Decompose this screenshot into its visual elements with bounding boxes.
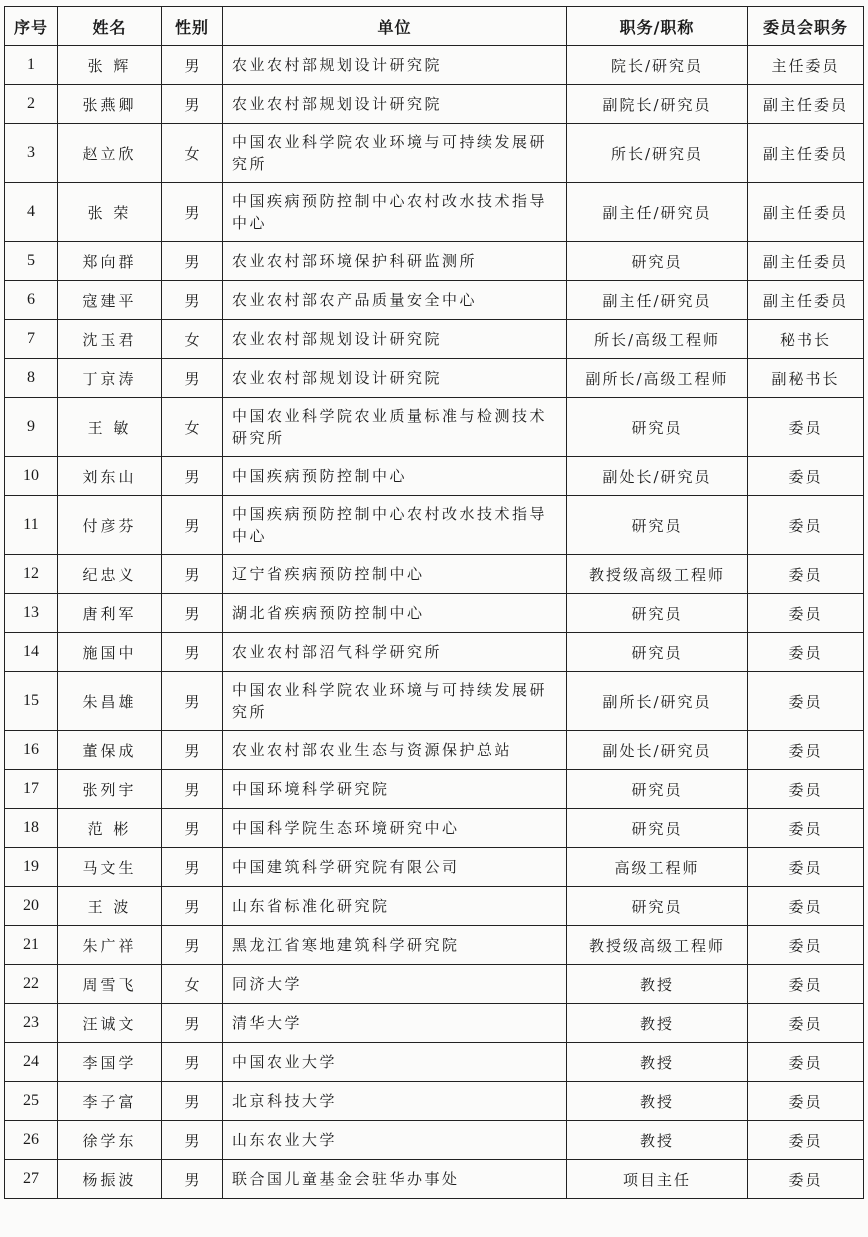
member-name: 张燕卿 bbox=[58, 85, 162, 124]
member-name: 张 荣 bbox=[58, 183, 162, 242]
row-number: 21 bbox=[5, 926, 58, 965]
member-gender: 男 bbox=[162, 633, 223, 672]
member-position: 教授 bbox=[567, 965, 748, 1004]
member-name: 周雪飞 bbox=[58, 965, 162, 1004]
member-organization: 中国科学院生态环境研究中心 bbox=[223, 809, 567, 848]
member-committee-role: 委员 bbox=[748, 1121, 864, 1160]
member-position: 院长/研究员 bbox=[567, 46, 748, 85]
member-position: 教授 bbox=[567, 1043, 748, 1082]
member-position: 教授 bbox=[567, 1121, 748, 1160]
row-number: 22 bbox=[5, 965, 58, 1004]
member-gender: 男 bbox=[162, 46, 223, 85]
table-row bbox=[5, 965, 864, 1004]
member-name: 李子富 bbox=[58, 1082, 162, 1121]
member-committee-role: 秘书长 bbox=[748, 320, 864, 359]
member-gender: 男 bbox=[162, 242, 223, 281]
committee-members-table bbox=[4, 6, 864, 1199]
table-header-row bbox=[5, 7, 864, 46]
member-gender: 男 bbox=[162, 1004, 223, 1043]
member-name: 唐利军 bbox=[58, 594, 162, 633]
member-name: 朱昌雄 bbox=[58, 672, 162, 731]
member-position: 研究员 bbox=[567, 809, 748, 848]
header-gender: 性别 bbox=[162, 7, 223, 46]
member-name: 纪忠义 bbox=[58, 555, 162, 594]
header-number: 序号 bbox=[5, 7, 58, 46]
member-committee-role: 委员 bbox=[748, 887, 864, 926]
table-row bbox=[5, 320, 864, 359]
table-row bbox=[5, 359, 864, 398]
member-name: 赵立欣 bbox=[58, 124, 162, 183]
member-name: 汪诚文 bbox=[58, 1004, 162, 1043]
member-name: 朱广祥 bbox=[58, 926, 162, 965]
member-name: 刘东山 bbox=[58, 457, 162, 496]
row-number: 27 bbox=[5, 1160, 58, 1199]
member-position: 高级工程师 bbox=[567, 848, 748, 887]
member-name: 李国学 bbox=[58, 1043, 162, 1082]
member-organization: 北京科技大学 bbox=[223, 1082, 567, 1121]
member-committee-role: 委员 bbox=[748, 731, 864, 770]
member-name: 郑向群 bbox=[58, 242, 162, 281]
member-name: 沈玉君 bbox=[58, 320, 162, 359]
member-organization: 农业农村部规划设计研究院 bbox=[223, 85, 567, 124]
table-row bbox=[5, 1043, 864, 1082]
member-committee-role: 委员 bbox=[748, 1082, 864, 1121]
member-organization: 农业农村部沼气科学研究所 bbox=[223, 633, 567, 672]
member-gender: 男 bbox=[162, 183, 223, 242]
member-organization: 清华大学 bbox=[223, 1004, 567, 1043]
member-name: 王 波 bbox=[58, 887, 162, 926]
member-position: 教授 bbox=[567, 1004, 748, 1043]
row-number: 25 bbox=[5, 1082, 58, 1121]
row-number: 3 bbox=[5, 124, 58, 183]
member-organization: 中国疾病预防控制中心农村改水技术指导中心 bbox=[223, 183, 567, 242]
table-row bbox=[5, 242, 864, 281]
member-committee-role: 委员 bbox=[748, 770, 864, 809]
member-organization: 辽宁省疾病预防控制中心 bbox=[223, 555, 567, 594]
row-number: 19 bbox=[5, 848, 58, 887]
member-gender: 男 bbox=[162, 770, 223, 809]
member-name: 徐学东 bbox=[58, 1121, 162, 1160]
member-name: 张列宇 bbox=[58, 770, 162, 809]
member-gender: 男 bbox=[162, 1043, 223, 1082]
header-position-title: 职务/职称 bbox=[567, 7, 748, 46]
member-gender: 男 bbox=[162, 496, 223, 555]
table-row bbox=[5, 183, 864, 242]
table-row bbox=[5, 848, 864, 887]
member-gender: 男 bbox=[162, 672, 223, 731]
table-row bbox=[5, 731, 864, 770]
member-gender: 女 bbox=[162, 124, 223, 183]
table-row bbox=[5, 124, 864, 183]
member-organization: 中国农业科学院农业环境与可持续发展研究所 bbox=[223, 124, 567, 183]
member-gender: 男 bbox=[162, 848, 223, 887]
row-number: 8 bbox=[5, 359, 58, 398]
member-name: 丁京涛 bbox=[58, 359, 162, 398]
member-name: 施国中 bbox=[58, 633, 162, 672]
member-gender: 男 bbox=[162, 594, 223, 633]
member-committee-role: 委员 bbox=[748, 1043, 864, 1082]
member-position: 副主任/研究员 bbox=[567, 183, 748, 242]
row-number: 2 bbox=[5, 85, 58, 124]
table-row bbox=[5, 633, 864, 672]
row-number: 1 bbox=[5, 46, 58, 85]
member-committee-role: 委员 bbox=[748, 496, 864, 555]
member-position: 研究员 bbox=[567, 496, 748, 555]
row-number: 10 bbox=[5, 457, 58, 496]
member-name: 马文生 bbox=[58, 848, 162, 887]
member-position: 副所长/高级工程师 bbox=[567, 359, 748, 398]
member-organization: 中国农业科学院农业环境与可持续发展研究所 bbox=[223, 672, 567, 731]
member-committee-role: 委员 bbox=[748, 809, 864, 848]
table-row bbox=[5, 672, 864, 731]
table-row bbox=[5, 809, 864, 848]
table-row bbox=[5, 1121, 864, 1160]
table-row bbox=[5, 281, 864, 320]
member-committee-role: 委员 bbox=[748, 848, 864, 887]
table-row bbox=[5, 46, 864, 85]
row-number: 5 bbox=[5, 242, 58, 281]
member-organization: 农业农村部农产品质量安全中心 bbox=[223, 281, 567, 320]
member-name: 杨振波 bbox=[58, 1160, 162, 1199]
member-committee-role: 主任委员 bbox=[748, 46, 864, 85]
member-name: 董保成 bbox=[58, 731, 162, 770]
member-gender: 男 bbox=[162, 731, 223, 770]
member-position: 研究员 bbox=[567, 242, 748, 281]
member-position: 研究员 bbox=[567, 887, 748, 926]
member-organization: 中国疾病预防控制中心 bbox=[223, 457, 567, 496]
member-organization: 中国疾病预防控制中心农村改水技术指导中心 bbox=[223, 496, 567, 555]
table-row bbox=[5, 887, 864, 926]
member-gender: 男 bbox=[162, 1121, 223, 1160]
member-gender: 男 bbox=[162, 555, 223, 594]
row-number: 9 bbox=[5, 398, 58, 457]
member-committee-role: 委员 bbox=[748, 965, 864, 1004]
member-name: 寇建平 bbox=[58, 281, 162, 320]
member-committee-role: 委员 bbox=[748, 555, 864, 594]
table-row bbox=[5, 770, 864, 809]
table-row bbox=[5, 85, 864, 124]
member-organization: 中国环境科学研究院 bbox=[223, 770, 567, 809]
member-position: 副院长/研究员 bbox=[567, 85, 748, 124]
member-position: 副处长/研究员 bbox=[567, 457, 748, 496]
member-committee-role: 副秘书长 bbox=[748, 359, 864, 398]
row-number: 20 bbox=[5, 887, 58, 926]
member-organization: 湖北省疾病预防控制中心 bbox=[223, 594, 567, 633]
row-number: 16 bbox=[5, 731, 58, 770]
member-position: 研究员 bbox=[567, 633, 748, 672]
member-name: 范 彬 bbox=[58, 809, 162, 848]
member-committee-role: 委员 bbox=[748, 594, 864, 633]
table-row bbox=[5, 555, 864, 594]
row-number: 17 bbox=[5, 770, 58, 809]
member-organization: 农业农村部规划设计研究院 bbox=[223, 46, 567, 85]
member-organization: 中国农业科学院农业质量标准与检测技术研究所 bbox=[223, 398, 567, 457]
member-gender: 男 bbox=[162, 1160, 223, 1199]
member-position: 研究员 bbox=[567, 594, 748, 633]
row-number: 14 bbox=[5, 633, 58, 672]
member-committee-role: 副主任委员 bbox=[748, 242, 864, 281]
member-committee-role: 委员 bbox=[748, 457, 864, 496]
table-row bbox=[5, 926, 864, 965]
member-committee-role: 委员 bbox=[748, 633, 864, 672]
row-number: 18 bbox=[5, 809, 58, 848]
member-position: 所长/研究员 bbox=[567, 124, 748, 183]
row-number: 7 bbox=[5, 320, 58, 359]
member-gender: 女 bbox=[162, 320, 223, 359]
member-gender: 男 bbox=[162, 359, 223, 398]
member-gender: 男 bbox=[162, 887, 223, 926]
header-organization: 单位 bbox=[223, 7, 567, 46]
table-body bbox=[5, 46, 864, 1199]
member-committee-role: 委员 bbox=[748, 926, 864, 965]
member-name: 付彦芬 bbox=[58, 496, 162, 555]
member-gender: 男 bbox=[162, 926, 223, 965]
member-gender: 男 bbox=[162, 281, 223, 320]
table-row bbox=[5, 398, 864, 457]
member-organization: 农业农村部环境保护科研监测所 bbox=[223, 242, 567, 281]
member-organization: 农业农村部规划设计研究院 bbox=[223, 359, 567, 398]
table-row bbox=[5, 1160, 864, 1199]
member-gender: 男 bbox=[162, 85, 223, 124]
member-gender: 女 bbox=[162, 965, 223, 1004]
member-organization: 农业农村部规划设计研究院 bbox=[223, 320, 567, 359]
member-name: 王 敏 bbox=[58, 398, 162, 457]
member-committee-role: 委员 bbox=[748, 1160, 864, 1199]
member-committee-role: 委员 bbox=[748, 1004, 864, 1043]
table-row bbox=[5, 496, 864, 555]
member-position: 教授级高级工程师 bbox=[567, 555, 748, 594]
header-name: 姓名 bbox=[58, 7, 162, 46]
member-committee-role: 副主任委员 bbox=[748, 85, 864, 124]
member-organization: 同济大学 bbox=[223, 965, 567, 1004]
row-number: 24 bbox=[5, 1043, 58, 1082]
row-number: 15 bbox=[5, 672, 58, 731]
member-organization: 山东省标准化研究院 bbox=[223, 887, 567, 926]
row-number: 23 bbox=[5, 1004, 58, 1043]
member-position: 项目主任 bbox=[567, 1160, 748, 1199]
table-row bbox=[5, 1004, 864, 1043]
row-number: 12 bbox=[5, 555, 58, 594]
member-position: 研究员 bbox=[567, 398, 748, 457]
row-number: 6 bbox=[5, 281, 58, 320]
member-position: 研究员 bbox=[567, 770, 748, 809]
member-position: 教授级高级工程师 bbox=[567, 926, 748, 965]
member-committee-role: 副主任委员 bbox=[748, 183, 864, 242]
member-position: 副所长/研究员 bbox=[567, 672, 748, 731]
member-position: 副主任/研究员 bbox=[567, 281, 748, 320]
member-committee-role: 副主任委员 bbox=[748, 124, 864, 183]
member-organization: 山东农业大学 bbox=[223, 1121, 567, 1160]
member-position: 教授 bbox=[567, 1082, 748, 1121]
row-number: 11 bbox=[5, 496, 58, 555]
member-gender: 男 bbox=[162, 809, 223, 848]
member-gender: 女 bbox=[162, 398, 223, 457]
member-committee-role: 副主任委员 bbox=[748, 281, 864, 320]
row-number: 13 bbox=[5, 594, 58, 633]
member-organization: 中国农业大学 bbox=[223, 1043, 567, 1082]
header-committee-role: 委员会职务 bbox=[748, 7, 864, 46]
member-organization: 联合国儿童基金会驻华办事处 bbox=[223, 1160, 567, 1199]
member-organization: 中国建筑科学研究院有限公司 bbox=[223, 848, 567, 887]
member-position: 副处长/研究员 bbox=[567, 731, 748, 770]
member-position: 所长/高级工程师 bbox=[567, 320, 748, 359]
member-gender: 男 bbox=[162, 1082, 223, 1121]
table-row bbox=[5, 594, 864, 633]
row-number: 4 bbox=[5, 183, 58, 242]
member-organization: 黑龙江省寒地建筑科学研究院 bbox=[223, 926, 567, 965]
member-organization: 农业农村部农业生态与资源保护总站 bbox=[223, 731, 567, 770]
member-gender: 男 bbox=[162, 457, 223, 496]
member-name: 张 辉 bbox=[58, 46, 162, 85]
member-committee-role: 委员 bbox=[748, 672, 864, 731]
member-committee-role: 委员 bbox=[748, 398, 864, 457]
table-row bbox=[5, 457, 864, 496]
row-number: 26 bbox=[5, 1121, 58, 1160]
table-row bbox=[5, 1082, 864, 1121]
